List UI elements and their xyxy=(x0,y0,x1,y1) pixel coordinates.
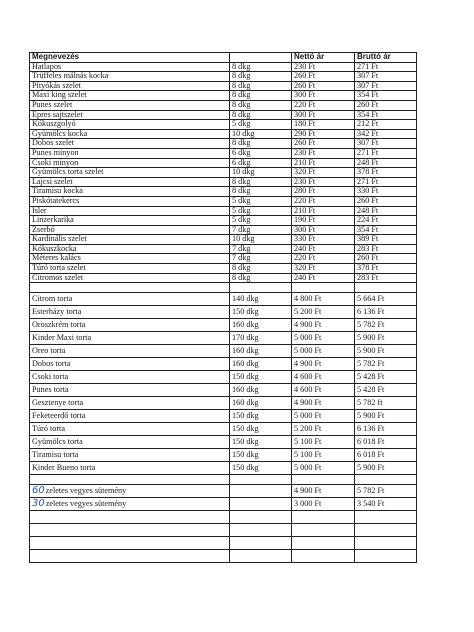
item-gross-price: 389 Ft xyxy=(355,235,417,245)
price-list-sheet xyxy=(29,52,416,563)
empty-cell xyxy=(230,475,292,485)
table-row xyxy=(30,158,417,168)
item-net-price: 180 Ft xyxy=(292,120,355,130)
item-quantity: 8 dkg xyxy=(230,110,292,120)
table-row xyxy=(30,384,417,397)
item-gross-price: 260 Ft xyxy=(355,100,417,110)
item-net-price: 300 Ft xyxy=(292,91,355,101)
item-gross-price: 342 Ft xyxy=(355,129,417,139)
table-row xyxy=(30,449,417,462)
item-gross-price: 260 Ft xyxy=(355,196,417,206)
item-quantity: 140 dkg xyxy=(230,293,292,306)
table-row xyxy=(30,139,417,149)
item-name: Tiramisu torta xyxy=(30,449,230,462)
item-name: Esterházy torta xyxy=(30,306,230,319)
table-row xyxy=(30,235,417,245)
table-row xyxy=(30,100,417,110)
empty-row xyxy=(30,511,417,524)
item-quantity: 160 dkg xyxy=(230,358,292,371)
item-quantity: 5 dkg xyxy=(230,216,292,226)
item-name: Oreo torta xyxy=(30,345,230,358)
item-net-price: 220 Ft xyxy=(292,100,355,110)
item-gross-price: 283 Ft xyxy=(355,273,417,283)
item-net-price: 5 000 Ft xyxy=(292,332,355,345)
item-gross-price: 307 Ft xyxy=(355,72,417,82)
item-gross-price: 5 900 Ft xyxy=(355,345,417,358)
table-row xyxy=(30,177,417,187)
table-row xyxy=(30,216,417,226)
table-row xyxy=(30,120,417,130)
item-gross-price: 224 Ft xyxy=(355,216,417,226)
header-qty xyxy=(230,53,292,63)
item-name: Punes szelet xyxy=(30,100,230,110)
item-name: Trüffeles málnás kocka xyxy=(30,72,230,82)
empty-cell xyxy=(292,524,355,537)
handwritten-count: 60 xyxy=(32,484,45,496)
empty-row xyxy=(30,475,417,485)
item-name: Piskótatekercs xyxy=(30,196,230,206)
table-row xyxy=(30,187,417,197)
item-name: Linzerkarika xyxy=(30,216,230,226)
item-quantity: 10 dkg xyxy=(230,168,292,178)
item-net-price: 300 Ft xyxy=(292,225,355,235)
table-row xyxy=(30,498,417,511)
item-net-price: 330 Ft xyxy=(292,235,355,245)
empty-cell xyxy=(292,537,355,550)
item-net-price: 5 200 Ft xyxy=(292,423,355,436)
table-row xyxy=(30,273,417,283)
empty-cell xyxy=(30,524,230,537)
item-name: Zserbó xyxy=(30,225,230,235)
item-name: Punes minyon xyxy=(30,148,230,158)
table-row xyxy=(30,62,417,72)
item-quantity: 8 dkg xyxy=(230,177,292,187)
item-gross-price: 260 Ft xyxy=(355,254,417,264)
table-row xyxy=(30,196,417,206)
item-name: Epres sajtszelet xyxy=(30,110,230,120)
empty-cell xyxy=(355,524,417,537)
item-name: Maxi king szelet xyxy=(30,91,230,101)
item-gross-price: 378 Ft xyxy=(355,264,417,274)
item-gross-price: 5 900 Ft xyxy=(355,410,417,423)
item-quantity: 5 dkg xyxy=(230,196,292,206)
empty-cell xyxy=(355,550,417,563)
item-net-price: 4 600 Ft xyxy=(292,384,355,397)
item-gross-price: 354 Ft xyxy=(355,91,417,101)
item-quantity xyxy=(230,485,292,498)
item-net-price: 240 Ft xyxy=(292,273,355,283)
header-gross: Bruttó ár xyxy=(355,53,417,63)
empty-cell xyxy=(230,283,292,293)
item-gross-price: 6 018 Ft xyxy=(355,436,417,449)
item-quantity: 8 dkg xyxy=(230,264,292,274)
item-name: Dobos szelet xyxy=(30,139,230,149)
item-net-price: 5 000 Ft xyxy=(292,410,355,423)
item-net-price: 3 000 Ft xyxy=(292,498,355,511)
table-row xyxy=(30,345,417,358)
item-net-price: 4 900 Ft xyxy=(292,397,355,410)
item-name: Kókuszkocka xyxy=(30,244,230,254)
item-name: Gyümölcs kocka xyxy=(30,129,230,139)
item-gross-price: 5 428 Ft xyxy=(355,384,417,397)
table-row xyxy=(30,410,417,423)
empty-cell xyxy=(230,550,292,563)
table-row xyxy=(30,306,417,319)
table-row xyxy=(30,206,417,216)
table-row xyxy=(30,436,417,449)
table-row xyxy=(30,423,417,436)
item-gross-price: 354 Ft xyxy=(355,225,417,235)
item-name: Pityókás szelet xyxy=(30,81,230,91)
item-net-price: 4 900 Ft xyxy=(292,485,355,498)
item-name: Méteres kalács xyxy=(30,254,230,264)
empty-cell xyxy=(30,475,230,485)
item-gross-price: 248 Ft xyxy=(355,206,417,216)
item-name: Hatlapos xyxy=(30,62,230,72)
item-net-price: 300 Ft xyxy=(292,110,355,120)
item-name: Csoki torta xyxy=(30,371,230,384)
item-gross-price: 5 782 Ft xyxy=(355,485,417,498)
item-quantity: 150 dkg xyxy=(230,410,292,423)
item-quantity: 10 dkg xyxy=(230,129,292,139)
item-name: Tiramisu kocka xyxy=(30,187,230,197)
empty-cell xyxy=(230,537,292,550)
item-quantity: 7 dkg xyxy=(230,244,292,254)
table-row xyxy=(30,397,417,410)
item-name-text: zeletes vegyes sütemény xyxy=(45,485,127,495)
empty-cell xyxy=(355,283,417,293)
table-row xyxy=(30,264,417,274)
item-quantity: 170 dkg xyxy=(230,332,292,345)
item-quantity: 160 dkg xyxy=(230,384,292,397)
item-net-price: 320 Ft xyxy=(292,264,355,274)
table-row xyxy=(30,371,417,384)
item-name: Citrom torta xyxy=(30,293,230,306)
item-gross-price: 6 018 Ft xyxy=(355,449,417,462)
item-gross-price: 307 Ft xyxy=(355,81,417,91)
item-net-price: 4 600 Ft xyxy=(292,371,355,384)
item-quantity: 6 dkg xyxy=(230,148,292,158)
item-quantity: 160 dkg xyxy=(230,397,292,410)
table-row xyxy=(30,129,417,139)
empty-row xyxy=(30,524,417,537)
empty-cell xyxy=(292,550,355,563)
item-gross-price: 271 Ft xyxy=(355,148,417,158)
handwritten-count: 30 xyxy=(32,497,45,509)
item-gross-price: 5 664 Ft xyxy=(355,293,417,306)
table-row xyxy=(30,332,417,345)
item-name: Túró torta xyxy=(30,423,230,436)
item-name: Feketeerdő torta xyxy=(30,410,230,423)
item-net-price: 4 900 Ft xyxy=(292,319,355,332)
item-quantity: 5 dkg xyxy=(230,120,292,130)
item-quantity: 8 dkg xyxy=(230,139,292,149)
item-gross-price: 378 Ft xyxy=(355,168,417,178)
item-gross-price: 307 Ft xyxy=(355,139,417,149)
table-row xyxy=(30,485,417,498)
empty-cell xyxy=(355,511,417,524)
item-net-price: 230 Ft xyxy=(292,148,355,158)
empty-cell xyxy=(292,511,355,524)
item-gross-price: 5 782 ft xyxy=(355,397,417,410)
empty-cell xyxy=(30,550,230,563)
item-net-price: 210 Ft xyxy=(292,206,355,216)
item-name-text: zeletes vegyes sütemény xyxy=(45,498,127,508)
item-name: Lajcsi szelet xyxy=(30,177,230,187)
item-name: Gyümölcs torta szelet xyxy=(30,168,230,178)
empty-cell xyxy=(30,537,230,550)
item-net-price: 5 200 Ft xyxy=(292,306,355,319)
item-quantity: 150 dkg xyxy=(230,449,292,462)
item-name: Gesztenye torta xyxy=(30,397,230,410)
item-name: Oroszkrém torta xyxy=(30,319,230,332)
item-net-price: 4 900 Ft xyxy=(292,358,355,371)
empty-cell xyxy=(30,283,230,293)
item-quantity: 6 dkg xyxy=(230,158,292,168)
item-net-price: 280 Ft xyxy=(292,187,355,197)
table-row xyxy=(30,148,417,158)
item-quantity: 150 dkg xyxy=(230,462,292,475)
item-net-price: 5 000 Ft xyxy=(292,462,355,475)
item-net-price: 260 Ft xyxy=(292,72,355,82)
item-quantity: 8 dkg xyxy=(230,81,292,91)
empty-row xyxy=(30,537,417,550)
item-quantity: 8 dkg xyxy=(230,91,292,101)
item-gross-price: 271 Ft xyxy=(355,177,417,187)
item-quantity: 150 dkg xyxy=(230,306,292,319)
item-name: Isler xyxy=(30,206,230,216)
item-net-price: 5 100 Ft xyxy=(292,449,355,462)
item-quantity: 160 dkg xyxy=(230,345,292,358)
table-row xyxy=(30,168,417,178)
item-name: Gyümölcs torta xyxy=(30,436,230,449)
item-name xyxy=(30,498,230,511)
header-row xyxy=(30,53,417,63)
item-name: Csoki minyon xyxy=(30,158,230,168)
empty-cell xyxy=(292,283,355,293)
empty-cell xyxy=(30,511,230,524)
item-name: Kinder Bueno torta xyxy=(30,462,230,475)
table-row xyxy=(30,244,417,254)
item-gross-price: 5 900 Ft xyxy=(355,462,417,475)
price-table xyxy=(29,52,417,563)
item-gross-price: 6 136 Ft xyxy=(355,423,417,436)
item-net-price: 220 Ft xyxy=(292,196,355,206)
table-row xyxy=(30,81,417,91)
table-row xyxy=(30,358,417,371)
item-quantity: 7 dkg xyxy=(230,254,292,264)
item-quantity: 150 dkg xyxy=(230,436,292,449)
item-quantity: 8 dkg xyxy=(230,72,292,82)
item-gross-price: 330 Ft xyxy=(355,187,417,197)
item-quantity: 8 dkg xyxy=(230,187,292,197)
item-net-price: 5 000 Ft xyxy=(292,345,355,358)
item-quantity: 7 dkg xyxy=(230,225,292,235)
item-name: Punes torta xyxy=(30,384,230,397)
item-net-price: 290 Ft xyxy=(292,129,355,139)
item-quantity xyxy=(230,498,292,511)
item-name: Kinder Maxi torta xyxy=(30,332,230,345)
item-quantity: 8 dkg xyxy=(230,273,292,283)
item-net-price: 230 Ft xyxy=(292,177,355,187)
item-gross-price: 248 Ft xyxy=(355,158,417,168)
item-gross-price: 5 900 Ft xyxy=(355,332,417,345)
item-net-price: 230 Ft xyxy=(292,62,355,72)
table-row xyxy=(30,72,417,82)
header-net: Nettó ár xyxy=(292,53,355,63)
item-net-price: 220 Ft xyxy=(292,254,355,264)
table-row xyxy=(30,293,417,306)
item-net-price: 260 Ft xyxy=(292,81,355,91)
item-net-price: 240 Ft xyxy=(292,244,355,254)
item-gross-price: 6 136 Ft xyxy=(355,306,417,319)
table-row xyxy=(30,110,417,120)
item-name: Kardinális szelet xyxy=(30,235,230,245)
item-net-price: 5 100 Ft xyxy=(292,436,355,449)
item-gross-price: 354 Ft xyxy=(355,110,417,120)
empty-row xyxy=(30,550,417,563)
table-row xyxy=(30,254,417,264)
table-row xyxy=(30,91,417,101)
item-quantity: 150 dkg xyxy=(230,371,292,384)
item-name: Túró torta szelet xyxy=(30,264,230,274)
item-quantity: 150 dkg xyxy=(230,423,292,436)
empty-cell xyxy=(355,475,417,485)
item-quantity: 5 dkg xyxy=(230,206,292,216)
item-gross-price: 283 Ft xyxy=(355,244,417,254)
item-gross-price: 5 428 Ft xyxy=(355,371,417,384)
item-name: Kókuszgolyó xyxy=(30,120,230,130)
empty-cell xyxy=(230,524,292,537)
item-name xyxy=(30,485,230,498)
item-gross-price: 5 782 Ft xyxy=(355,358,417,371)
item-name: Citromos szelet xyxy=(30,273,230,283)
empty-cell xyxy=(230,511,292,524)
item-net-price: 260 Ft xyxy=(292,139,355,149)
empty-cell xyxy=(292,475,355,485)
item-gross-price: 212 Ft xyxy=(355,120,417,130)
item-net-price: 190 Ft xyxy=(292,216,355,226)
empty-row xyxy=(30,283,417,293)
table-row xyxy=(30,319,417,332)
item-quantity: 8 dkg xyxy=(230,100,292,110)
item-quantity: 10 dkg xyxy=(230,235,292,245)
empty-cell xyxy=(355,537,417,550)
header-name: Megnevezés xyxy=(30,53,230,63)
item-quantity: 160 dkg xyxy=(230,319,292,332)
item-gross-price: 271 Ft xyxy=(355,62,417,72)
item-net-price: 4 800 Ft xyxy=(292,293,355,306)
item-gross-price: 5 782 Ft xyxy=(355,319,417,332)
item-gross-price: 3 540 Ft xyxy=(355,498,417,511)
item-name: Dobos torta xyxy=(30,358,230,371)
item-net-price: 210 Ft xyxy=(292,158,355,168)
table-row xyxy=(30,225,417,235)
item-quantity: 8 dkg xyxy=(230,62,292,72)
table-row xyxy=(30,462,417,475)
item-net-price: 320 Ft xyxy=(292,168,355,178)
